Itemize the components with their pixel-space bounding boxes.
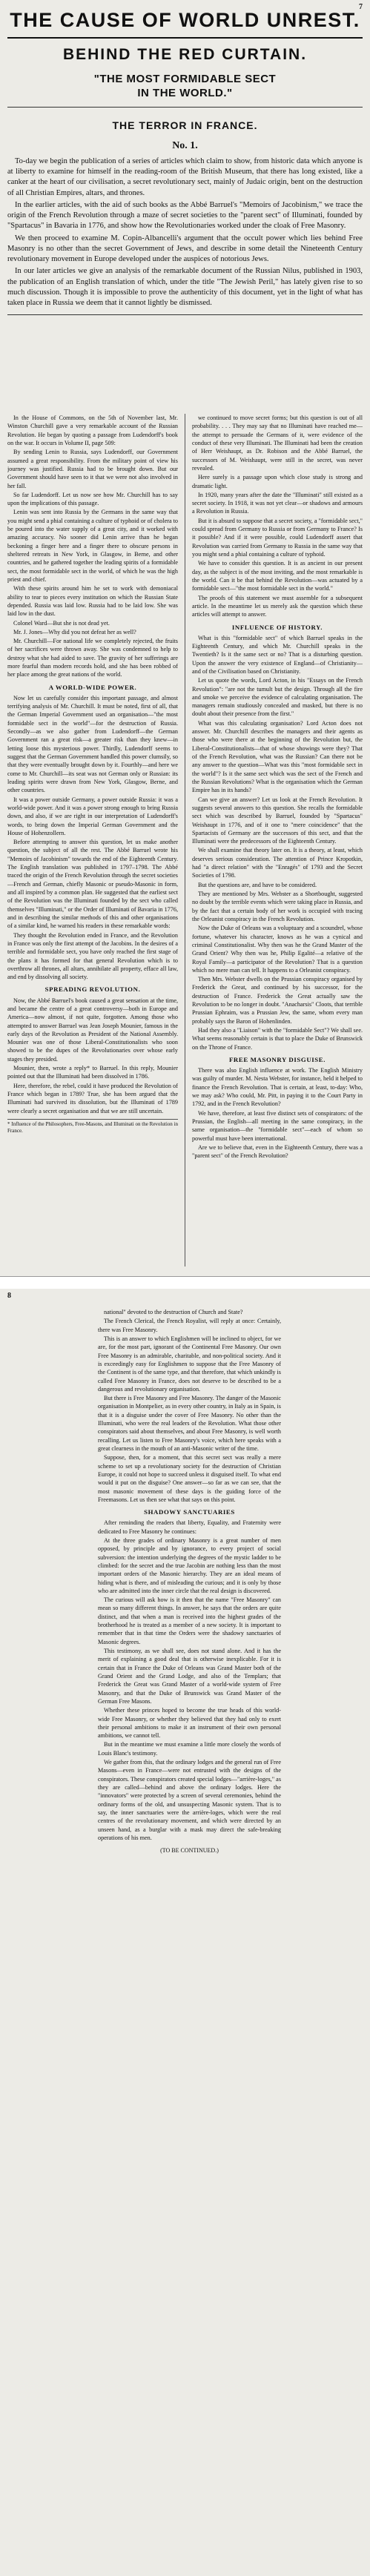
intro-paragraph: To-day we begin the publication of a series of articles which claim to show, from historic data which anyone is at liberty to examine for himself in the reading-room of the British Museum, that there has long existed, like a canker at the heart of our civilisation, a secret revolutionary sect, mainly of Judaic origin, bent on the destruction of all Christian Empires, altars, and thrones.: [7, 156, 363, 197]
body-paragraph: Then Mrs. Webster dwells on the Prussian conspiracy organised by Frederick the Great, and continued by his successor, for the destruction of France. Frederick the Great actually saw the Revolution to be no longer in doubt. "Anacharsis" Cloots, that terrible Prussian Ephraim, was a Prussian Jew, the same, whom every man probably says the Baron of Hohenlinden.: [192, 976, 363, 1025]
body-paragraph: We have, therefore, at least five distinct sets of conspirators: of the Prussian, the English—all meeting in the same conspiracy, in the same organisation—the "formidable sect"—each of whom so powerful must have been international.: [192, 1109, 363, 1142]
newspaper-page-7: [0, 0, 370, 1277]
headline: THE CAUSE OF WORLD UNREST.: [10, 9, 360, 31]
body-paragraph: Lenin was sent into Russia by the Germans in the same way that you might send a phial containing a culture of typhoid or of cholera to be poured into the water supply of a great city, and it worked with amazing accuracy. No sooner did Lenin arrive than he began beckoning a finger here and a finger there to obscure persons in sheltered retreats in New York, in Glasgow, in Berne, and other countries, and he gathered together the leading spirits of a formidable sect, the most formidable sect in the world, of which he was the high priest and chief.: [7, 509, 178, 583]
body-paragraph: But in the meantime we must examine a little more closely the words of Louis Blanc's testimony.: [98, 1741, 281, 1757]
column-subhead: SHADOWY SANCTUARIES: [144, 1508, 235, 1516]
column-subhead: FREE MASONRY DISGUISE.: [228, 1055, 326, 1063]
body-paragraph: But there is Free Masonry and Free Masonry. The danger of the Masonic organisation in Montpelier, as in every other country, in Italy as in Spain, is that it is a disguise under the cover of Free Masonry. No other than the Illuminati, who were the real leaders of the Revolution. What those other conspirators said about themselves, and about Free Masonry, is well worth recalling. Let us listen to Free Masonry's voice, which here speaks with a great clearness in the mouth of an anti-Masonic writer of the time.: [98, 1395, 281, 1452]
body-paragraph: Mr. J. Jones—Why did you not defeat her as well?: [13, 628, 136, 635]
body-paragraph: At the three grades of ordinary Masonry is a great number of men opposed, by principle and by ignorance, to every project of social subversion: the intention underlying the degrees of the mystic ladder to be climbed: for the secret and the true Jacobin are nothing less than the most important orders of the Masonic hierarchy. They are an ideal means of hiding what is there, and of misleading the curious; and it is only by those who are admitted into the inner circle that the real design is discovered.: [98, 1536, 281, 1594]
body-paragraph: Mr. Churchill—For national life we completely rejected, the fruits of her sacrifices were thrown away. She was condemned to help to destroy what she had aided to save. The gravity of her sufferings are more fearful than modern records hold, and she has been robbed of her place among the great nations of the world.: [7, 638, 178, 678]
body-paragraph: After reminding the readers that liberty, Equality, and Fraternity were dedicated to Free Masonry he continues:: [98, 1519, 281, 1535]
body-paragraph: The proofs of this statement we must assemble for a subsequent article. In the meantime let us merely ask the question which these articles will attempt to answer.: [192, 594, 363, 618]
body-paragraph: So far Ludendorff. Let us now see how Mr. Churchill has to say upon the implications of this passage.: [7, 491, 178, 507]
body-paragraph: But it is absurd to suppose that a secret society, a "formidable sect," could spread from Germany to Russia or from Germany to France? Is it possible? And if it were possible, could Ludendorff assert that Revolution was carried from Germany to Russia in the same way that you might send a phial containing a culture of typhoid.: [192, 517, 363, 558]
subheadline: BEHIND THE RED CURTAIN.: [62, 46, 308, 64]
body-paragraph: Whether these princes hoped to become the true heads of this world-wide Free Masonry, or whether they believed that they had only to exert their personal ambitions to make it an instrument of their own personal ambitions, we cannot tell.: [98, 1707, 281, 1740]
footnote: * Influence of the Philosophers, Free-Masons, and Illuminati on the Revolution in France.: [7, 1119, 178, 1135]
column-right: [192, 414, 363, 1266]
body-paragraph: With these spirits around him he set to work with demoniacal ability to tear to pieces every institution on which the Russian State depended. Russia was laid low. Russia had to be laid low. She was laid low in the dust.: [7, 585, 178, 618]
headline-rule: [7, 37, 363, 39]
continued-note: (TO BE CONTINUED.): [160, 1847, 219, 1855]
body-paragraph: Let us quote the words, Lord Acton, in his "Essays on the French Revolution": "are not the tumult but the design. Through all the fire and smoke we perceive the evidence of calculating organisation. The managers remain studiously concealed and masked, but there is no doubt about their presence from the first.": [192, 677, 363, 718]
body-paragraph: But the questions are, and have to be considered.: [198, 881, 317, 888]
body-paragraph: They thought the Revolution ended in France, and the Revolution in France was only the first attempt of the Jacobins. In the desires of a terrible and formidable sect, you have only reached the first stage of the plans it has formed for that general Revolution which is to overthrow all thrones, all altars, annihilate all property, efface all law, and end by dissolving all society.: [7, 931, 178, 981]
body-paragraph: We gather from this, that the ordinary lodges and the general run of Free Masons—even in France—were not entrusted with the designs of the conspirators. These conspirators created special lodges—"arrière-loges," as they are called—behind and above the ordinary lodges. Here the "innovators" were protected by a screen of several ceremonies, behind the ordinary forms of the old, and unsuspecting Masonic system. That is to say, the inner sanctuaries were the arrière-loges, which were the real centres of the revolutionary movement, and which were directed by an unseen hand, as a burglar with a mask may direct the safe-breaking operations of his men.: [98, 1759, 281, 1841]
column-single: [98, 1308, 281, 2566]
newspaper-page-8: [0, 1289, 370, 2576]
body-paragraph: Had they also a "Liaison" with the "formidable Sect"? We shall see. What seems reasonably certain is that to place the Duke of Brunswick on the Throne of France.: [192, 1027, 363, 1051]
intro-paragraph: In the earlier articles, with the aid of such books as the Abbé Barruel's "Memoirs of Jacobinism," we trace the origin of the French Revolution through a maze of secret societies to the "parent sect" of Illuminati, founded by "Spartacus" in Bavaria in 1776, and show how the Revolutionaries worked under the cloak of Free Masonry.: [7, 200, 363, 231]
page-number: 8: [7, 1292, 11, 1300]
page-number: 7: [359, 3, 363, 11]
body-paragraph: What is this "formidable sect" of which Barruel speaks in the Eighteenth Century, and which Mr. Churchill speaks in the Twentieth? Is it the same sect or no? That is a disturbing question. Upon the answer the very existence of England—of Christianity—and of the Civilisation based on Christianity.: [192, 634, 363, 675]
quote-heading: [0, 73, 370, 101]
body-paragraph: They are mentioned by Mrs. Webster as a Shortbought, suggested no doubt by the terrible events which were taking place in Russia, and by the fact that a certain body of her work is occupied with tracing the Orleanist conspiracy in the French Revolution.: [192, 891, 363, 922]
body-paragraph: Before attempting to answer this question, let us make another question, the subject of all the rest. The Abbé Barruel wrote his "Memoirs of Jacobinism" towards the end of the Eighteenth Century. The English translation was published in 1797–1798. The Abbé traced the origin of the French Revolution through the secret societies—French and German, chiefly Masonic or pseudo-Masonic in form, and all inspired by a common plan. He suggested that the earliest sect of the Revolution was the Illuminati founded by the sect who called themselves "Illuminati," or the Order of Illuminati of Bavaria in 1776, and in describing the similar methods of this and other organisations of a similar kind, he warned his readers in these remarkable words:: [7, 839, 178, 930]
body-paragraph: national" devoted to the destruction of Church and State?: [104, 1309, 243, 1315]
body-paragraph: There was also English influence at work. The English Ministry was guilty of murder. M. Nesta Webster, for instance, held it helped to finance the French Revolution. That is certain, at least, to-day: Who, we may ask? Who could, Mr. Pitt, in paying it to the Court Party in 1792, and in the French Revolution?: [192, 1067, 363, 1108]
body-paragraph: What was this calculating organisation? Lord Acton does not answer. Mr. Churchill describes the managers and their agents as those who were there at the beginning of the Revolution but, the Liberal-Constitutionalists—that of whose showings were they? That of the French Revolution, what was the Russian? Can there not be any answer to the question—What was this "most formidable sect in the world"? Is it the same sect which was the sect of the French and the Russian Revolutions? What is the organisation which the German Empire has in its hands?: [192, 719, 363, 794]
column-subhead: INFLUENCE OF HISTORY.: [231, 623, 323, 631]
quote-line-2: IN THE WORLD.": [137, 86, 233, 99]
body-paragraph: Mounier, then, wrote a reply* to Barruel. In this reply, Mounier pointed out that the Illuminati had been dissolved in 1786.: [7, 1065, 178, 1080]
body-paragraph: Are we to believe that, even in the Eighteenth Century, there was a "parent sect" of the French Revolution?: [192, 1143, 363, 1160]
body-paragraph: Here surely is a passage upon which close study is strong and dramatic light.: [192, 474, 363, 489]
body-paragraph: By sending Lenin to Russia, says Ludendorff, our Government assumed a great responsibility. From the military point of view his journey was justified. Russia had to be brought down. But our Government should have seen to it that we were not also involved in her fall.: [7, 449, 178, 489]
section-heading: THE TERROR IN FRANCE.: [112, 119, 258, 131]
body-paragraph: Now the Duke of Orleans was a voluptuary and a scoundrel, whose fortune, whatever his character, knows as he was a cynical and criminal Constitutionalist. Why then was he the Grand Master of the Grand Orient? Why then was he, Philip Egalité—a relative of the Royal Family—a participator of the Revolution? That is a question which no mere man can tell. It happens to a Orleanist conspiracy.: [192, 925, 363, 974]
body-paragraph: This testimony, as we shall see, does not stand alone. And it has the merit of explaining a good deal that is otherwise inexplicable. For it is certain that in France the Duke of Orleans was Grand Master both of the Grand Orient and the Grand Lodge, and also of the Templars; that Frederick the Great was Grand Master of a world-wide system of Free Masonry, and that the Duke of Brunswick was Grand Master of the German Free Masons.: [98, 1648, 281, 1705]
column-subhead: A WORLD-WIDE POWER.: [48, 683, 137, 691]
intro-paragraph: We then proceed to examine M. Copin-Albancelli's argument that the occult power which lies behind Free Masonry is no other than the secret Government of Jews, and describe in some detail the Nineteenth Century revolutionary movement in Europe developed under the auspices of notorious Jews.: [7, 234, 363, 264]
body-columns: [7, 414, 363, 1266]
body-paragraph: Now, the Abbé Barruel's book caused a great sensation at the time, and became the centre of a great controversy—both in Europe and America—now almost, if not quite, forgotten. Among those who attempted to answer Barruel was Jean Joseph Mounier, famous in the early days of the Revolution as President of the National Assembly. Mounier was one of those Liberal-Constitutionalists who soon showed to be the dupes of the Revolutionaries over whose early stages they presided.: [7, 997, 178, 1063]
body-paragraph: This is an answer to which Englishmen will be inclined to object, for we are, for the most part, ignorant of the Continental Free Masonry. Our own Free Masonry is an admirable, charitable, and non-political society. And it is exceedingly easy for Englishmen to suppose that the Free Masonry of the Continent is of the same type, and that therefore, that which unkindly is called Free Masonry in France, does not deserve to be described to be a dangerous and revolutionary organisation.: [98, 1335, 281, 1393]
body-paragraph: Suppose, then, for a moment, that this secret sect was really a mere scheme to set up a revolutionary society for the destruction of Christian Europe, it could not hope to succeed unless it disguised itself. To what end would it put on the disguise? One answer—so far as we can see, that the most masonic movement of these days is the guiding force of the Freemasons. Let us then see what that says on this point.: [98, 1454, 281, 1503]
article-header: [0, 9, 370, 152]
body-paragraph: We have to consider this question. It is as ancient in our present day, as the subject is of the most inviting, and the most remarkable is the world. Can it be that behind the Revolution—was actuated by a formidable sect—"the most formidable sect in the world.": [192, 560, 363, 592]
body-paragraph: we continued to move secret forms; but this question is out of all probability. . . . They may say that no Illuminati have reached me—the attempt to persuade the Germans of it, were evidence of the conduct of these very Illuminati. The Illuminati had been the creation of Herr Weishaupt, as Dr. Robison and the Abbé Barruel, the successors of M. Weishaupt, were still in the secret, was never revealed.: [192, 415, 363, 472]
article-number: No. 1.: [172, 139, 198, 151]
intro-text: [7, 156, 363, 309]
body-paragraph: Colonel Ward—But she is not dead yet.: [13, 619, 110, 627]
body-paragraph: Here, therefore, the rebel, could it have produced the Revolution of France which began in 1789? True, she has been argued that the Illuminati had survived its dissolution, but the Illuminati of 1789 were clearly a secret organisation and that we are still uncertain.: [7, 1082, 178, 1114]
body-columns: [98, 1308, 281, 2566]
body-paragraph: The French Clerical, the French Royalist, will reply at once: Certainly, there was Free Masonry.: [98, 1318, 281, 1333]
body-paragraph: It was a power outside Germany, a power outside Russia: it was a world-wide power. And it was a power strong enough to bring Russia down, and also, if we are right in our interpretation of Ludendorff's words, to bring down the Imperial German Government and the House of Hohenzollern.: [7, 796, 178, 836]
intro-paragraph: In our later articles we give an analysis of the remarkable document of the Russian Nilus, published in 1903, the publication of an English translation of which, under the title "The Jewish Peril," has lately given rise to so much discussion. Though it is impossible to prove the authenticity of this document, yet in the light of what has taken place in Russia we deem that it cannot lightly be dismissed.: [7, 267, 363, 308]
quote-line-1: "THE MOST FORMIDABLE SECT: [93, 73, 277, 86]
column-left: [7, 414, 178, 1266]
body-paragraph: In 1920, many years after the date the "Illuminati" still existed as a secret society. In 1918, it was not yet clear—or shadows and armours a Revolution in Russia.: [192, 491, 363, 515]
body-paragraph: Can we give an answer? Let us look at the French Revolution. It suggests several answers to this question. She recalls the formidable sect which was described by Barruel, founded by "Spartacus" Weishaupt in 1776, and of it one to "mere coincidence" that the Spartacists of Germany are the successors of this sect, and that the Illuminati were the predecessors of the Eighteenth Century.: [192, 796, 363, 845]
column-subhead: SPREADING REVOLUTION.: [44, 985, 141, 994]
section-rule: [7, 107, 363, 108]
intro-rule: [7, 314, 363, 315]
body-paragraph: Now let us carefully consider this important passage, and almost terrifying analysis of Mr. Churchill. It must be noted, first of all, that the German Imperial Government used an organisation—"the most formidable sect in the world"—for the destruction of Russia. Secondly—as we also gather from Ludendorff—the German Government ran a great risk—a greater risk than they knew—in letting loose this mysterious power. Thirdly, Ludendorff seems to suggest that the German Government handled this power clumsily, so that they were eventually brought down by it. Fourthly—and here we come to Mr. Churchill—its seat was not German only or Russian: its leading spirits were drawn from New York, Glasgow, Berne, and other countries.: [7, 694, 178, 794]
body-paragraph: The curious will ask how is it then that the name "Free Masonry" can mean so many different things. In answer, he says that the orders are quite distinct, and that when a man is received into the highest grades of the brotherhood he is treated as a member of a new society. It is important to remember that in that time the Orders were the shadowy sanctuaries of Masonic degrees.: [98, 1596, 281, 1645]
body-paragraph: We shall examine that theory later on. It is a theory, at least, which deserves serious consideration. The attention of Prince Kropotkin, had "a direct relation" with the "Enragés" of 1793 and the Secret Societies of 1798.: [192, 847, 363, 879]
body-paragraph: In the House of Commons, on the 5th of November last, Mr. Winston Churchill gave a very remarkable account of the Russian Revolution. He began by quoting a passage from Ludendorff's book on the war. It occurs in Volume II, page 509:: [7, 415, 178, 446]
